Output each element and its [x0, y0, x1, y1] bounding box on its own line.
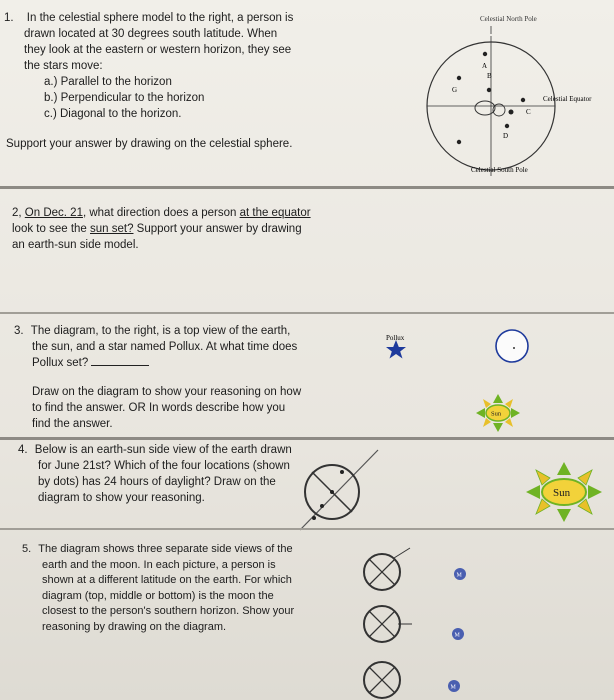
location-dot-3 [320, 504, 324, 508]
earth-moon-middle [364, 606, 464, 642]
label-g: G [452, 86, 458, 94]
q2-text-b: look to see the [12, 223, 90, 235]
star-dot-a [483, 52, 487, 56]
earth-center-dot [513, 347, 515, 349]
q1-line2: drawn located at 30 degrees south latitude. When [24, 28, 278, 40]
q5-line2: earth and the moon. In each picture, a person is [42, 558, 276, 571]
q2-number: 2, [12, 207, 22, 219]
sun-icon [476, 394, 520, 432]
q5-line3: shown at a different latitude on the earth. For which [42, 574, 292, 586]
question-2 [12, 205, 312, 253]
earth-moon-bottom [364, 662, 460, 698]
q1-option-a: a.) Parallel to the horizon [44, 76, 172, 88]
earth-moon-top [364, 548, 466, 590]
q4-line3: by dots) has 24 hours of daylight? Draw on the [38, 476, 276, 488]
pollux-star-icon [386, 340, 406, 359]
star-dot-d [505, 124, 509, 128]
q4-line2: for June 21st? Which of the four locations (shown [38, 460, 290, 472]
earth-moon-diagram [350, 540, 490, 700]
star-dot-c [521, 98, 525, 102]
star-dot-b [487, 88, 491, 92]
q3-draw3: find the answer. [32, 418, 113, 430]
q5-line1: The diagram shows three separate side views of the [38, 543, 293, 555]
q3-answer-blank[interactable] [91, 365, 149, 366]
q4-line4: diagram to show your reasoning. [38, 492, 205, 504]
person-dot [509, 110, 514, 115]
q1-option-c: c.) Diagonal to the horizon. [44, 108, 182, 120]
celestial-sphere-diagram [425, 8, 605, 186]
location-dot-4 [312, 516, 316, 520]
label-a: A [482, 62, 488, 70]
earth-sun-side-diagram [290, 442, 610, 542]
label-b: B [487, 72, 492, 80]
q1-option-b: b.) Perpendicular to the horizon [44, 92, 205, 104]
sun-label-q4: Sun [553, 487, 571, 499]
north-pole-label: Celestial North Pole [480, 15, 537, 23]
q4-number: 4. [18, 444, 28, 456]
earth-top-view [496, 330, 528, 362]
q2-date: On Dec. 21 [24, 207, 83, 219]
q1-line4: the stars move: [24, 60, 103, 72]
q5-line5: closest to the person's southern horizon. Show your [42, 605, 295, 617]
moon-label-top: M [456, 572, 462, 579]
earth-ellipse [475, 101, 495, 115]
q1-support: Support your answer by drawing on the celestial sphere. [6, 138, 293, 150]
location-dot-1 [340, 470, 344, 474]
question-3 [14, 323, 314, 432]
divider-1 [0, 186, 614, 189]
label-d: D [503, 132, 509, 140]
q3-line1: The diagram, to the right, is a top view of the earth, [30, 325, 291, 337]
moon-label-bottom: M [450, 684, 456, 691]
equator-label: Celestial Equator [543, 95, 592, 103]
q3-line3: Pollux set? [32, 357, 89, 369]
question-5 [22, 542, 312, 635]
divider-3 [0, 437, 614, 440]
q2-at-equator: at the equator [239, 207, 311, 219]
q5-line6: reasoning by drawing on the diagram. [42, 620, 227, 633]
star-dot-g [457, 76, 461, 80]
q5-line4: diagram (top, middle or bottom) is the moon the [42, 589, 274, 602]
q3-draw1: Draw on the diagram to show your reasoning on how [32, 386, 302, 398]
divider-2 [0, 312, 614, 314]
sun-icon-q4 [526, 462, 602, 522]
question-4 [18, 442, 308, 506]
q3-draw2: to find the answer. OR In words describe how you [32, 402, 286, 414]
location-dot-2 [330, 490, 334, 494]
q5-number: 5. [22, 543, 32, 555]
q2-sun-set: sun set? [90, 223, 134, 235]
label-c: C [526, 108, 531, 116]
pollux-label: Pollux [386, 334, 405, 342]
question-1 [4, 10, 304, 152]
q3-line2: the sun, and a star named Pollux. At what time does [32, 341, 298, 353]
pollux-diagram [376, 326, 576, 440]
q2-line3: an earth-sun side model. [12, 239, 139, 251]
star-dot-bottom [457, 140, 461, 144]
q1-line1: In the celestial sphere model to the right, a person is [26, 12, 294, 24]
q1-line3: they look at the eastern or western horizon, they see [24, 44, 292, 56]
q4-line1: Below is an earth-sun side view of the earth drawn [34, 444, 292, 456]
q1-number: 1. [4, 12, 14, 24]
divider-4 [0, 528, 614, 530]
q2-text-c: Support your answer by drawing [133, 223, 302, 235]
q2-text-a: , what direction does a person [82, 207, 240, 219]
south-pole-label: Celestial South Pole [471, 166, 528, 174]
sun-label-q3: Sun [491, 410, 502, 418]
moon-label-middle: M [454, 632, 460, 639]
q3-number: 3. [14, 325, 24, 337]
